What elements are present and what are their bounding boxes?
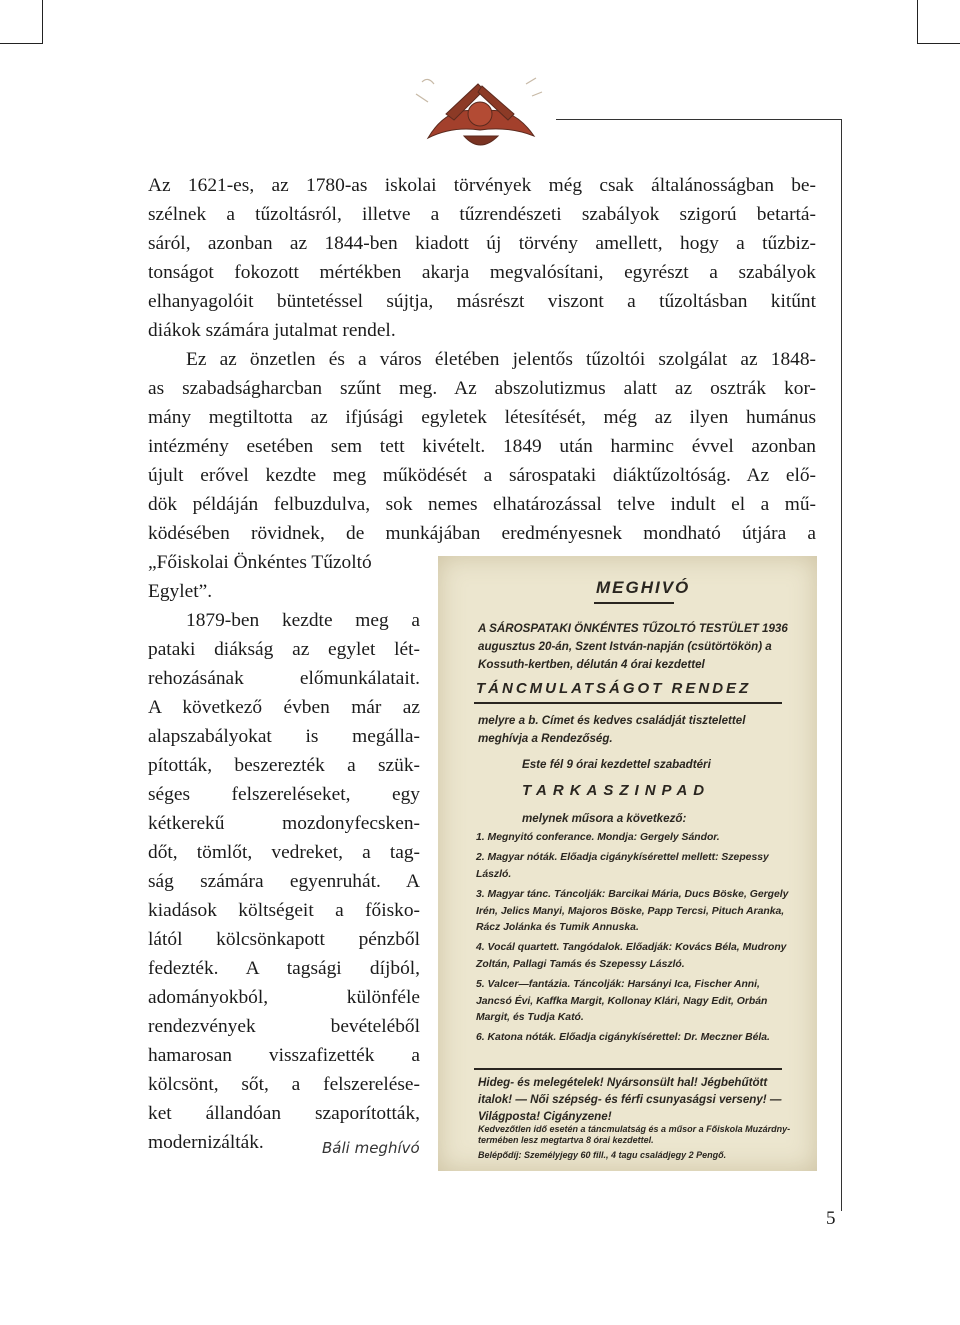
image-caption: Báli meghívó — [322, 1139, 420, 1157]
text-line: Az 1621-es, az 1780-as iskolai törvények még csak általánosságban be- — [148, 175, 816, 196]
text-line: 1879-ben kezdte meg a — [186, 610, 420, 631]
text-line: mány megtiltotta az ifjúsági egyletek létesítését, még az ilyen humánus — [148, 407, 816, 428]
invitation-closing: Hideg- és melegételek! Nyársonsült hal! Jégbehűtött italok! — Női szépség- és férfi csunyaságsi verseny! — Világposta! Cigányzene! — [478, 1076, 782, 1123]
invitation-title: MEGHIVÓ — [596, 578, 691, 597]
program-item: 1. Megnyitó conferance. Mondja: Gergely Sándor. — [476, 832, 720, 843]
invitation-image — [438, 556, 817, 1171]
text-line: dök példáján felbuzdulva, sok nemes elhatározással telve indult el a mű- — [148, 494, 816, 515]
text-line: Egylet”. — [148, 581, 213, 602]
firefighter-ornament-icon — [408, 74, 552, 158]
text-line: rehozásának előmunkálatait. — [148, 668, 420, 689]
paragraph-main — [148, 171, 816, 345]
text-line: adományokból, különféle — [148, 987, 420, 1008]
crop-mark-top-left-h — [0, 43, 42, 44]
text-line: kölcsönt, sőt, a felszerelése- — [148, 1074, 420, 1095]
text-line: as szabadságharcban szűnt meg. Az abszolutizmus alatt az osztrák kor- — [148, 378, 816, 399]
text-line: tonságot fokozott mértékben akarja megvalósítani, egyrészt a szabályok — [148, 262, 816, 283]
invitation-program-intro: melynek műsora a következő: — [522, 812, 687, 825]
frame-rule-right — [841, 119, 842, 1211]
text-line: diákok számára jutalmat rendel. — [148, 320, 396, 341]
text-line: ság számára egyenruhát. A — [148, 871, 420, 892]
text-line: elhanyagolóit büntetéssel sújtja, másrészt viszont a tűzoltásban kitűnt — [148, 291, 816, 312]
page-number: 5 — [826, 1208, 836, 1229]
invitation-headline: TÁNCMULATSÁGOT RENDEZ — [476, 680, 752, 697]
crop-mark-top-right-h — [918, 43, 960, 44]
text-line: alapszabályokat is megálla- — [148, 726, 420, 747]
text-line: Ez az önzetlen és a város életében jelentős tűzoltói szolgálat az 1848- — [186, 349, 816, 370]
invitation-fee: Belépődíj: Személyjegy 60 fill., 4 tagu családjegy 2 Pengő. — [478, 1150, 727, 1160]
invitation-rule — [474, 702, 782, 704]
text-line: lától kölcsönkapott pénzből — [148, 929, 420, 950]
text-line: kiadások költségeit a főisko- — [148, 900, 420, 921]
invitation-intro: A SÁROSPATAKI ÖNKÉNTES TŰZOLTÓ TESTÜLET 1936 augusztus 20-án, Szent István-napján (csütörtökön) a Kossuth-kertben, délután 4 órai kezdettel — [478, 622, 788, 671]
invitation-rule — [474, 1068, 782, 1070]
program-item: 3. Magyar tánc. Táncolják: Barcikai Mária, Ducs Böske, Gergely Irén, Jelics Manyi, Majoros Böske, Papp Tercsi, Pituch Aranka, Rácz Jolánka és Tumik Annuska. — [476, 889, 789, 934]
text-line: dőt, tömlőt, vedreket, a tag- — [148, 842, 420, 863]
text-line: kétkerekű mozdonyfecsken- — [148, 813, 420, 834]
text-line: A következő évben már az — [148, 697, 420, 718]
text-line: sáról, azonban az 1844-ben kiadott új törvény amellett, hogy a tűzbiz- — [148, 233, 816, 254]
text-line: „Főiskolai Önkéntes Tűzoltó — [148, 552, 372, 573]
invitation-note: Kedvezőtlen idő esetén a táncmulatság és a műsor a Főiskola Muzárdny-termében lesz megtartva 8 órai kezdettel. — [478, 1124, 791, 1145]
text-line: séges felszereléseket, egy — [148, 784, 420, 805]
frame-rule-top — [556, 119, 842, 120]
crop-mark-top-right — [917, 0, 918, 44]
text-line: intézmény esetében sem tett kivételt. 1849 után harminc évvel azonban — [148, 436, 816, 457]
text-line: hamarosan visszafizették a — [148, 1045, 420, 1066]
text-line: szélnek a tűzoltásról, illetve a tűzrendészeti szabályok szigorú betartá- — [148, 204, 816, 225]
invitation-evening: Este fél 9 órai kezdettel szabadtéri — [522, 758, 711, 771]
text-line: fedezték. A tagsági díjból, — [148, 958, 420, 979]
program-item: 4. Vocál quartett. Tangódalok. Előadják: Kovács Béla, Mudrony Zoltán, Pallagi Tamás és Szepessy László. — [476, 942, 787, 970]
crop-mark-top-left — [42, 0, 43, 44]
text-line: modernizálták. — [148, 1132, 264, 1153]
program-item: 5. Valcer—fantázia. Táncolják: Harsányi Ica, Fischer Anni, Jancsó Évi, Kaffka Margit, Kollonay Klári, Nagy Edit, Orbán Margit, és Tudja Kató. — [476, 979, 768, 1024]
text-line: ket állandóan szaporították, — [148, 1103, 420, 1124]
text-line: pataki diákság az egylet lét- — [148, 639, 420, 660]
invitation-title-underline — [594, 602, 674, 604]
invitation-program-list — [476, 830, 796, 1051]
text-line: pították, beszerezték a szük- — [148, 755, 420, 776]
program-item: 6. Katona nóták. Előadja cigánykísérettel: Dr. Meczner Béla. — [476, 1032, 770, 1044]
invitation-stage: TARKASZINPAD — [522, 782, 711, 799]
program-item: 2. Magyar nóták. Előadja cigánykísérettel mellett: Szepessy László. — [476, 852, 769, 880]
text-line: rendezvények bevételéből — [148, 1016, 420, 1037]
invitation-invite: melyre a b. Címet és kedves családját tisztelettel meghívja a Rendezőség. — [478, 714, 746, 745]
text-line: ködésében rövidnek, de munkájában eredményesnek mondható útjára a — [148, 523, 816, 544]
paragraph-narrow — [148, 606, 420, 1157]
text-line: újult erővel kezdte meg működését a sárospataki diáktűzoltóság. Az elő- — [148, 465, 816, 486]
